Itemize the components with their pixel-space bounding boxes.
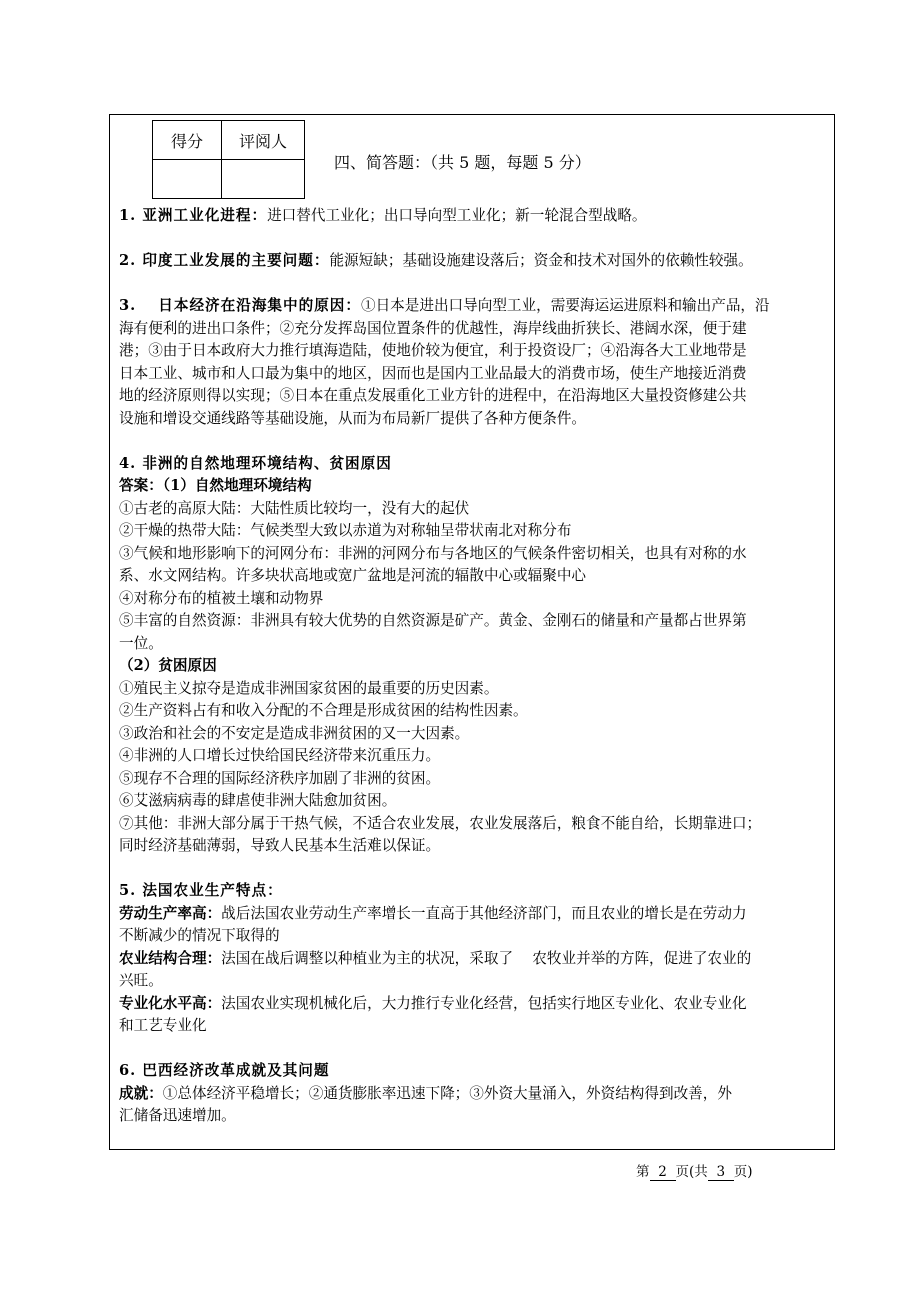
question-3-line: 日本工业、城市和人口最为集中的地区，因而也是国内工业品最大的消费市场，使生产地接近消费 bbox=[119, 364, 747, 382]
question-4-part2-item: ③政治和社会的不安定是造成非洲贫困的又一大因素。 bbox=[119, 724, 470, 742]
current-page: 2 bbox=[650, 1164, 676, 1181]
question-5-title: 5. 法国农业生产特点： bbox=[119, 882, 283, 899]
question-3-line: 海有便利的进出口条件；②充分发挥岛国位置条件的优越性，海岸线曲折狭长、港阔水深，便于建 bbox=[119, 319, 747, 337]
total-pages: 3 bbox=[708, 1164, 734, 1181]
question-4-part2-item: ⑤现存不合理的国际经济秩序加剧了非洲的贫困。 bbox=[119, 769, 441, 787]
question-4-part2-item: ②生产资料占有和收入分配的不合理是形成贫困的结构性因素。 bbox=[119, 702, 528, 719]
question-4-part1-item: 系、水文网结构。许多块状高地或宽广盆地是河流的辐散中心或辐聚中心 bbox=[119, 567, 587, 584]
question-3-line-0: 3. 日本经济在沿海集中的原因：①日本是进出口导向型工业，需要海运运进原料和输出产品，沿 bbox=[119, 297, 770, 314]
question-6-cont: 汇储备迅速增加。 bbox=[119, 1107, 236, 1124]
question-5-item: 农业结构合理：法国在战后调整以种植业为主的状况，采取了 农牧业并举的方阵，促进了农业的 bbox=[119, 949, 752, 967]
question-5-item-cont: 不断减少的情况下取得的 bbox=[119, 927, 280, 944]
question-4-part2-label: （2）贫困原因 bbox=[119, 657, 217, 674]
question-4-part2-item: ①殖民主义掠夺是造成非洲国家贫困的最重要的历史因素。 bbox=[119, 679, 499, 697]
question-4-part1-item: 一位。 bbox=[119, 634, 163, 652]
question-4-part1-item: ⑤丰富的自然资源：非洲具有较大优势的自然资源是矿产。黄金、金刚石的储量和产量都占世界第 bbox=[119, 612, 747, 629]
question-4-part1-item: ①古老的高原大陆：大陆性质比较均一，没有大的起伏 bbox=[119, 499, 470, 517]
reviewer-label: 评阅人 bbox=[222, 121, 305, 160]
question-4-part1-item: ②干燥的热带大陆：气候类型大致以赤道为对称轴呈带状南北对称分布 bbox=[119, 522, 572, 539]
question-4-part2-item: ⑦其他：非洲大部分属于干热气候，不适合农业发展，农业发展落后，粮食不能自给，长期靠进口； bbox=[119, 814, 762, 832]
section-title: 四、简答题：（共 5 题，每题 5 分） bbox=[334, 153, 591, 172]
question-5-item: 专业化水平高：法国农业实现机械化后，大力推行专业化经营，包括实行地区专业化、农业专业化 bbox=[119, 994, 747, 1012]
question-3-line: 地的经济原则得以实现；⑤日本在重点发展重化工业方针的进程中，在沿海地区大量投资修建公共 bbox=[119, 387, 747, 404]
question-4-title: 4. 非洲的自然地理环境结构、贫困原因 bbox=[119, 454, 392, 472]
question-4-part2-item: ④非洲的人口增长过快给国民经济带来沉重压力。 bbox=[119, 747, 441, 764]
question-2: 2. 印度工业发展的主要问题：能源短缺；基础设施建设落后；资金和技术对国外的依赖性较强。 bbox=[119, 252, 753, 269]
question-5-item-cont: 和工艺专业化 bbox=[119, 1017, 207, 1034]
question-4-part1-item: ③气候和地形影响下的河网分布：非洲的河网分布与各地区的气候条件密切相关，也具有对称的水 bbox=[119, 544, 747, 562]
question-3-line: 设施和增设交通线路等基础设施，从而为布局新厂提供了各种方便条件。 bbox=[119, 409, 587, 427]
question-4-part2-item: 同时经济基础薄弱，导致人民基本生活难以保证。 bbox=[119, 837, 441, 854]
score-label: 得分 bbox=[153, 121, 222, 160]
question-6-achievements: 成就：①总体经济平稳增长；②通货膨胀率迅速下降；③外资大量涌入，外资结构得到改善，外 bbox=[119, 1084, 732, 1102]
question-5-item-cont: 兴旺。 bbox=[119, 972, 163, 989]
question-6-title: 6. 巴西经济改革成就及其问题 bbox=[119, 1062, 330, 1079]
reviewer-cell bbox=[222, 160, 305, 199]
page-footer: 第 2 页(共 3 页) bbox=[636, 1164, 753, 1180]
score-table bbox=[152, 120, 305, 199]
question-5-item: 劳动生产率高：战后法国农业劳动生产率增长一直高于其他经济部门，而且农业的增长是在劳动力 bbox=[119, 904, 747, 922]
score-cell bbox=[153, 160, 222, 199]
question-4-part2-item: ⑥艾滋病病毒的肆虐使非洲大陆愈加贫困。 bbox=[119, 792, 397, 809]
question-1: 1. 亚洲工业化进程：进口替代工业化；出口导向型工业化；新一轮混合型战略。 bbox=[119, 207, 647, 224]
question-4-answer-label: 答案：（1）自然地理环境结构 bbox=[119, 477, 312, 494]
answer-content bbox=[119, 205, 831, 1128]
question-4-part1-item: ④对称分布的植被土壤和动物界 bbox=[119, 589, 324, 607]
question-3-line: 港；③由于日本政府大力推行填海造陆，使地价较为便宜，利于投资设厂；④沿海各大工业地带是 bbox=[119, 342, 747, 359]
